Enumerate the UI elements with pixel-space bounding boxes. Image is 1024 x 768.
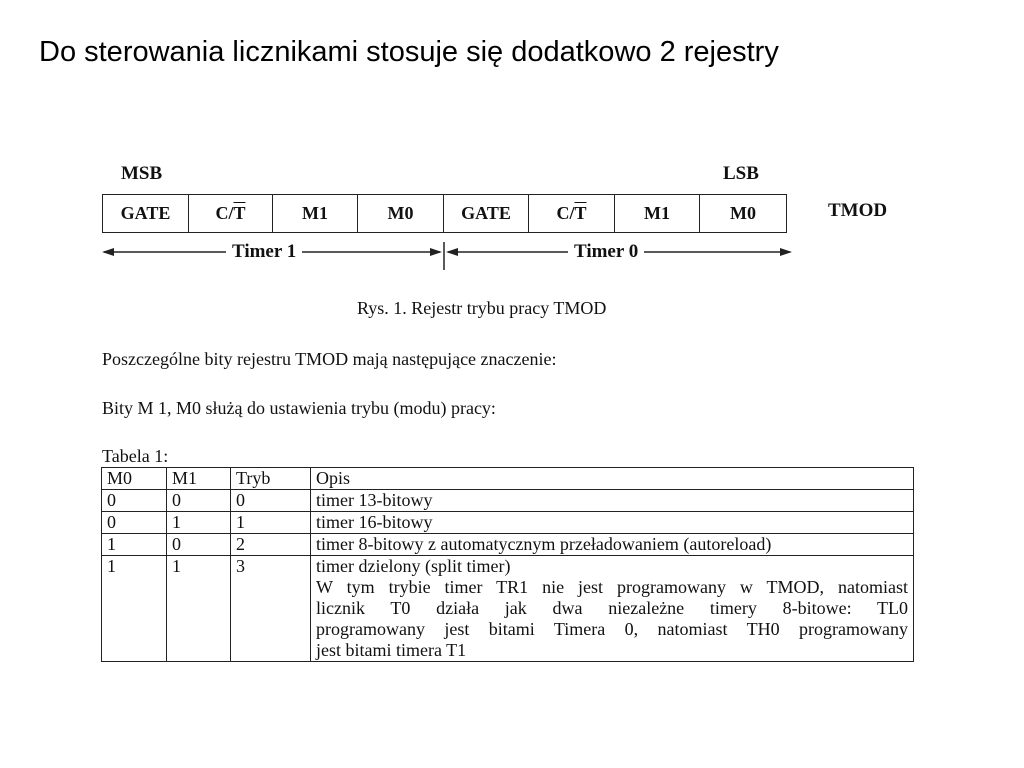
header-m0: M0 (102, 468, 167, 490)
slide-title: Do sterowania licznikami stosuje się dodatkowo 2 rejestry (39, 36, 779, 68)
figure-caption: Rys. 1. Rejestr trybu pracy TMOD (357, 298, 607, 318)
cell-m0: 0 (102, 512, 167, 534)
cell-m0: 1 (102, 556, 167, 662)
header-m1: M1 (167, 468, 231, 490)
tmod-register-name: TMOD (828, 200, 888, 221)
bit-m1-timer1: M1 (273, 195, 358, 232)
bit-ct-timer0: C/ $\overline{T}$ (529, 195, 615, 232)
cell-opis: timer 16-bitowy (311, 512, 914, 534)
cell-opis (311, 556, 914, 662)
opis-title: timer dzielony (split timer) (316, 556, 511, 576)
paragraph-mode-bits: Bity M 1, M0 służą do ustawienia trybu (modu) pracy: (102, 398, 496, 418)
timer0-label: Timer 0 (568, 241, 644, 263)
cell-tryb: 2 (231, 534, 311, 556)
cell-m0: 1 (102, 534, 167, 556)
opis-line: W tym trybie timer TR1 nie jest programowany w TMOD, natomiast (316, 577, 908, 597)
table-row (102, 490, 914, 512)
bit-ct-timer1: C/ $\overline{T}$ (189, 195, 273, 232)
cell-m1: 0 (167, 490, 231, 512)
timer1-label: Timer 1 (226, 241, 302, 263)
header-tryb: Tryb (231, 468, 311, 490)
timer-span-arrows (100, 238, 800, 274)
lsb-label: LSB (723, 163, 759, 184)
cell-tryb: 3 (231, 556, 311, 662)
cell-m1: 0 (167, 534, 231, 556)
msb-label: MSB (121, 163, 163, 184)
table-header-row (102, 468, 914, 490)
bit-gate-timer1: GATE (103, 195, 189, 232)
bit-m0-timer0: M0 (700, 195, 787, 232)
table-row (102, 556, 914, 662)
cell-tryb: 0 (231, 490, 311, 512)
tmod-register-diagram (102, 194, 787, 233)
cell-m1: 1 (167, 556, 231, 662)
opis-line: programowany jest bitami Timera 0, natomiast TH0 programowany (316, 619, 908, 639)
opis-line: jest bitami timera T1 (316, 640, 467, 660)
table-row (102, 512, 914, 534)
header-opis: Opis (311, 468, 914, 490)
cell-opis: timer 13-bitowy (311, 490, 914, 512)
cell-m0: 0 (102, 490, 167, 512)
modes-table (101, 467, 914, 662)
cell-opis: timer 8-bitowy z automatycznym przeładowaniem (autoreload) (311, 534, 914, 556)
opis-line: licznik T0 działa jak dwa niezależne timery 8-bitowe: TL0 (316, 598, 908, 618)
cell-tryb: 1 (231, 512, 311, 534)
bit-gate-timer0: GATE (444, 195, 529, 232)
bit-m0-timer1: M0 (358, 195, 444, 232)
table-row (102, 534, 914, 556)
bit-m1-timer0: M1 (615, 195, 700, 232)
table-label: Tabela 1: (102, 446, 169, 466)
paragraph-bits-meaning: Poszczególne bity rejestru TMOD mają następujące znaczenie: (102, 349, 557, 369)
cell-m1: 1 (167, 512, 231, 534)
